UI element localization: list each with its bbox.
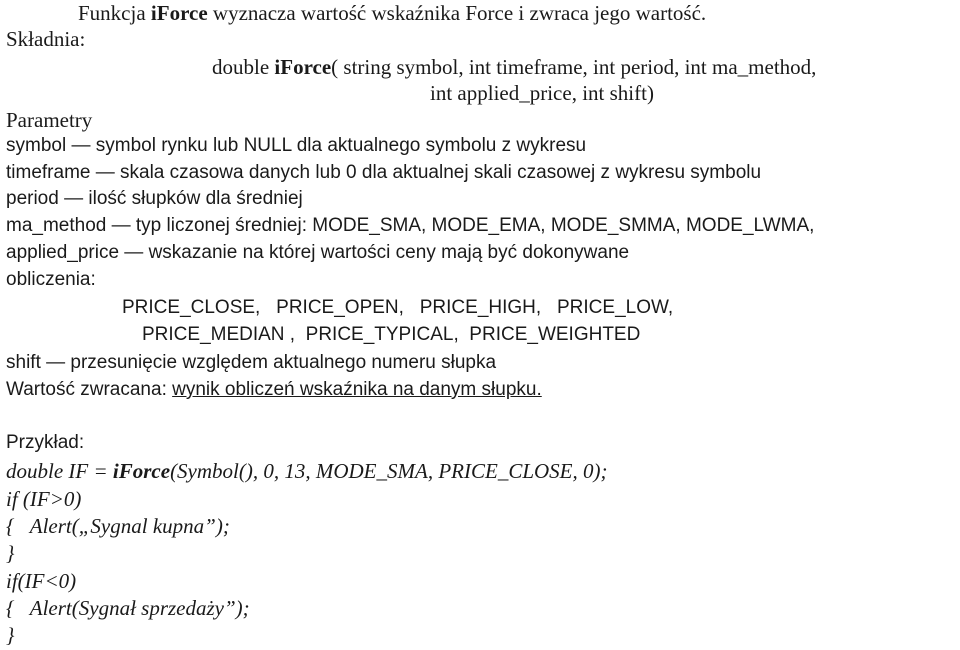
example-line-5: if(IF<0) [6,569,77,593]
syntax-label: Składnia: [6,27,86,51]
example-declaration: double IF = [6,459,113,483]
example-function-name: iForce [112,459,171,483]
example-label: Przykład: [6,432,85,453]
example-line-4: } [6,541,15,565]
example-line-6: { Alert(Sygnał sprzedaży”); [6,596,250,620]
syntax-arguments: ( string symbol, int timeframe, int period, int ma_method, [331,55,817,79]
params-heading: Parametry [6,108,93,132]
example-call-arguments: (Symbol(), 0, 13, MODE_SMA, PRICE_CLOSE, 0); [170,459,608,483]
return-value-text: wynik obliczeń wskaźnika na danym słupku. [172,379,542,400]
param-symbol: symbol — symbol rynku lub NULL dla aktualnego symbolu z wykresu [6,135,587,156]
param-timeframe: timeframe — skala czasowa danych lub 0 dla aktualnej skali czasowej z wykresu symbolu [6,162,762,183]
example-line-7: } [6,623,15,647]
syntax-line-1 [212,54,816,80]
param-ma-method: ma_method — typ liczonej średniej: MODE_SMA, MODE_EMA, MODE_SMMA, MODE_LWMA, [6,215,815,236]
intro-suffix: wyznacza wartość wskaźnika Force i zwraca jego wartość. [207,1,707,25]
param-shift: shift — przesunięcie względem aktualnego numeru słupka [6,352,497,373]
param-period: period — ilość słupków dla średniej [6,188,303,209]
syntax-function-name: iForce [274,55,332,79]
example-line-2: if (IF>0) [6,487,82,511]
param-applied-price: applied_price — wskazanie na której wartości ceny mają być dokonywane [6,242,630,263]
intro-function-name: iForce [150,1,208,25]
intro-line [78,0,706,26]
param-applied-price-continued: obliczenia: [6,269,96,290]
syntax-return-type: double [212,55,275,79]
price-constants-row-1: PRICE_CLOSE, PRICE_OPEN, PRICE_HIGH, PRICE_LOW, [122,297,674,318]
example-line-1 [6,458,607,484]
return-value-line [6,377,542,403]
syntax-line-2: int applied_price, int shift) [430,81,654,105]
price-constants-row-2: PRICE_MEDIAN , PRICE_TYPICAL, PRICE_WEIGHTED [142,324,641,345]
intro-prefix: Funkcja [78,1,151,25]
return-value-label: Wartość zwracana: [6,379,173,400]
example-line-3: { Alert(„Sygnal kupna”); [6,514,230,538]
